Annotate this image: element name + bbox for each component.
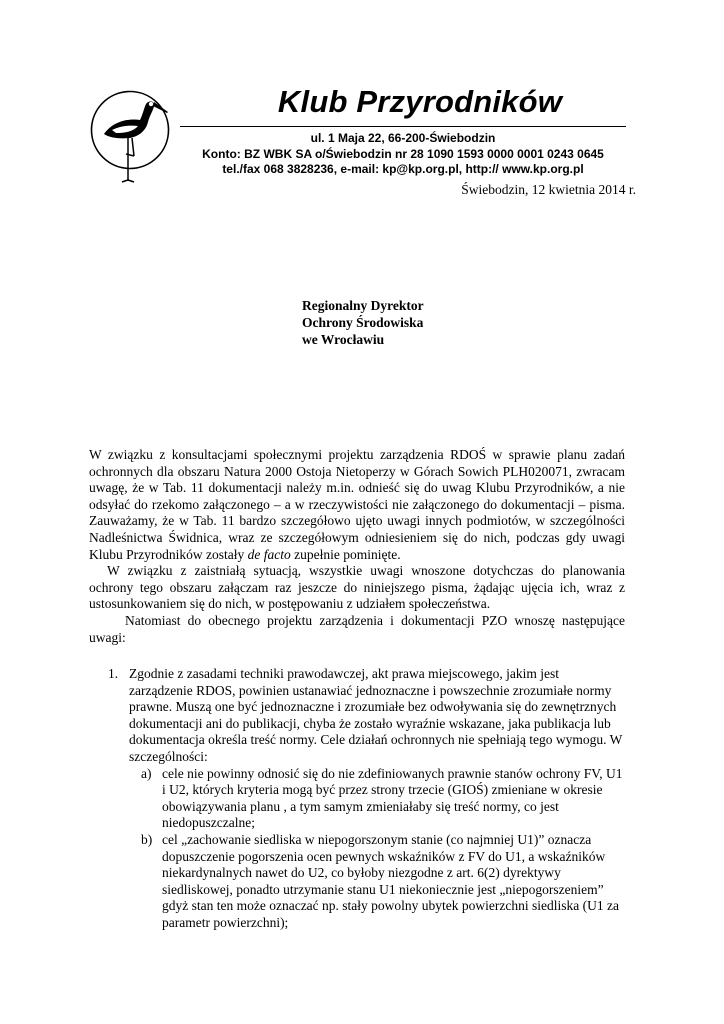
list-item	[108, 666, 626, 932]
letter-body	[89, 447, 625, 646]
sub-item-letter: b)	[141, 831, 153, 847]
paragraph-intro: W związku z konsultacjami społecznymi projektu zarządzenia RDOŚ w sprawie planu zadań ochronnych dla obszaru Natura 2000 Ostoja Nietoperzy w Górach Sowich PLH020071, zwracam uwagę, że w Tab. 11 dokumentacji należy m.in. odnieść się do uwag Klubu Przyrodników, a nie odsyłać do rzekomo załączonego – a w rzeczywistości nie załączonego do dokumentacji – pisma. Zauważamy, że w Tab. 11 bardzo szczegółowo ujęto uwagi innych podmiotów, w szczególności Nadleśnictwa Świdnica, wraz ze szczegółowym odniesieniem się do nich, podczas gdy uwagi Klubu Przyrodników zostały de facto zupełnie pominięte.	[89, 447, 625, 562]
stork-logo-icon	[90, 90, 170, 170]
letter-date: Świebodzin, 12 kwietnia 2014 r.	[461, 182, 636, 197]
sub-item-text: cel „zachowanie siedliska w niepogorszonym stanie (co najmniej U1)” oznacza dopuszczenie pogorszenia ocen pewnych wskaźników z FV do U1, a wskaźników niekardynalnych nawet do U2, co byłoby niezgodne z art. 6(2) dyrektywy siedliskowej, ponadto utrzymanie stanu U1 niekoniecznie jest „niepogorszeniem” gdyż stan ten może oznaczać np. stały powolny ubytek powierzchni siedliska (U1 za parametr powierzchni);	[162, 831, 619, 930]
list-item-text: Zgodnie z zasadami techniki prawodawczej, akt prawa miejscowego, jakim jest zarządzenie RDOS, powinien ustanawiać jednoznaczne i powszechnie zrozumiałe normy prawne. Muszą one być jednoznaczne i zrozumiałe bez odwoływania się do zewnętrznych dokumentacji ani do publikacji, chyba że zostało wyraźnie wskazane, jaka publikacja lub dokumentacja określa treść normy. Cele działań ochronnych nie spełniają tego wymogu. W szczególności:	[129, 666, 623, 764]
list-item-number: 1.	[108, 666, 119, 681]
address-line: ul. 1 Maja 22, 66-200-Świebodzin	[310, 131, 496, 145]
paragraph-remarks-intro: Natomiast do obecnego projektu zarządzenia i dokumentacji PZO wnoszę następujące uwagi:	[89, 612, 625, 645]
addressee-line: we Wrocławiu	[302, 332, 385, 347]
header-divider	[180, 126, 626, 127]
paragraph-attachments: W związku z zaistniałą sytuacją, wszystkie uwagi wnoszone dotychczas do planowania ochrony tego obszaru załączam raz jeszcze do niniejszego pisma, żądając ujęcia ich, wraz z ustosunkowaniem się do nich, w postępowaniu z udziałem społeczeństwa.	[89, 563, 625, 612]
contact-block	[180, 131, 626, 178]
sub-item-text: cele nie powinny odnosić się do nie zdefiniowanych prawnie stanów ochrony FV, U1 i U2, których kryteria mogą być przez strony trzecie (GIOŚ) zmieniane w okresie obowiązywania planu , a tym samym zmieniałaby się treść normy, co jest niedopuszczalne;	[162, 765, 623, 831]
sub-list	[141, 766, 626, 932]
sub-list-item	[141, 766, 626, 832]
remarks-list	[108, 666, 626, 932]
phone-email-web-line: tel./fax 068 3828236, e-mail: kp@kp.org.pl, http:// www.kp.org.pl	[222, 162, 584, 176]
addressee-line: Ochrony Środowiska	[302, 315, 424, 330]
sub-item-letter: a)	[141, 765, 152, 781]
organization-name: Klub Przyrodników	[277, 84, 563, 119]
italic-phrase: de facto	[247, 546, 291, 562]
addressee-block	[302, 297, 424, 348]
addressee-line: Regionalny Dyrektor	[302, 298, 424, 313]
sub-list-item	[141, 832, 626, 932]
bank-account-line: Konto: BZ WBK SA o/Świebodzin nr 28 1090 1593 0000 0001 0243 0645	[202, 146, 604, 161]
